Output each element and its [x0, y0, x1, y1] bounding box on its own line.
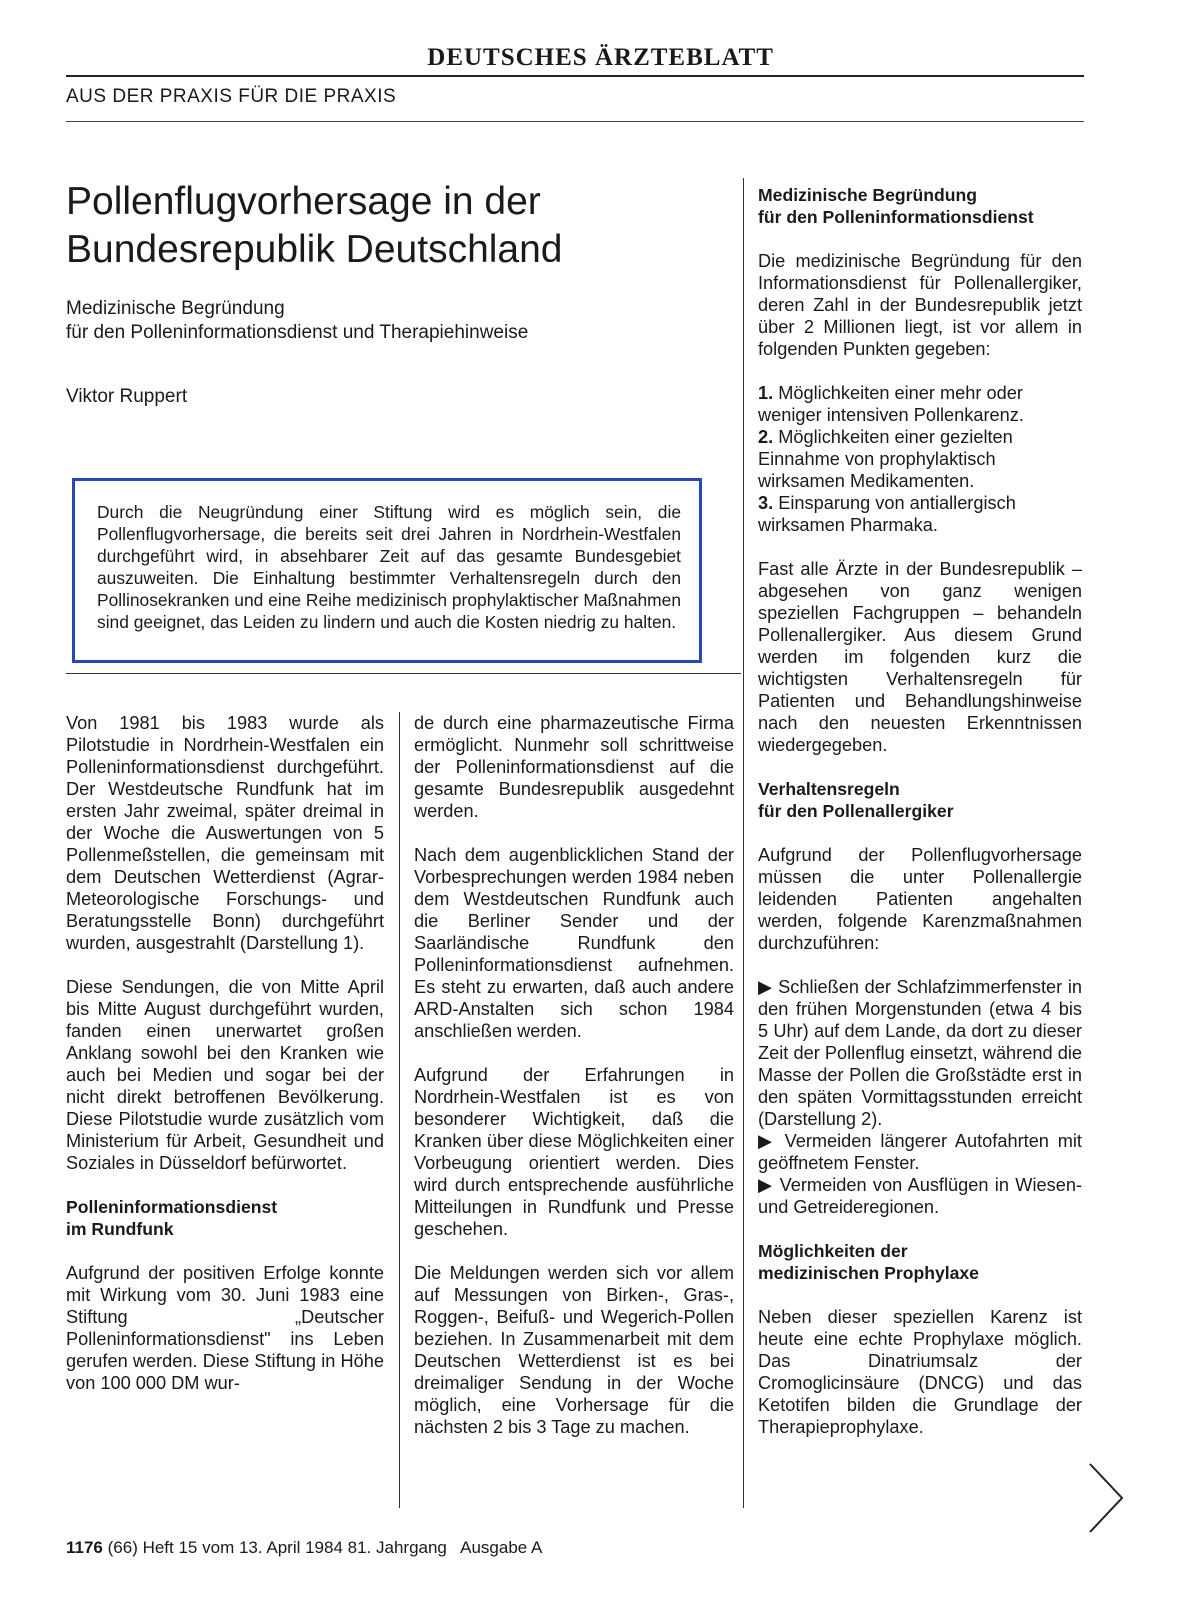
- list-text: Einsparung von antiallergisch wirksamen Pharmaka.: [758, 493, 1016, 535]
- masthead-rule: [66, 75, 1084, 77]
- section-heading: [758, 1240, 1082, 1284]
- heading-line: medizinischen Prophylaxe: [758, 1263, 979, 1283]
- journal-masthead: DEUTSCHES ÄRZTEBLATT: [427, 44, 774, 71]
- section-heading: [758, 778, 1082, 822]
- page-footer: [66, 1538, 542, 1558]
- list-item: [758, 977, 1082, 1129]
- abstract-divider: [66, 673, 741, 674]
- paragraph: Neben dieser speziellen Karenz ist heute eine echte Prophylaxe möglich. Das Dinatriumsalz der Cromoglicinsäure (DNCG) und das Ketotifen bilden die Grundlage der Therapieprophylaxe.: [758, 1307, 1082, 1437]
- heading-line: im Rundfunk: [66, 1219, 174, 1239]
- heading-line: Medizinische Begründung: [758, 185, 977, 205]
- list-text: Möglichkeiten einer gezielten Einnahme von prophylaktisch wirksamen Medikamenten.: [758, 427, 1013, 491]
- paragraph: Die medizinische Begründung für den Informationsdienst für Pollenallergiker, deren Zahl in der Bundesrepublik jetzt über 2 Millionen liegt, ist vor allem in folgenden Punkten gegeben:: [758, 251, 1082, 359]
- column-3: [758, 184, 1082, 1460]
- list-item: [758, 1131, 1082, 1173]
- list-text: Schließen der Schlafzimmerfenster in den frühen Morgenstunden (etwa 4 bis 5 Uhr) auf dem Lande, da dort zu dieser Zeit der Pollenflug einsetzt, während die Masse der Pollen die Großstädte erst in den späten Vormittagsstunden erreicht (Darstellung 2).: [758, 977, 1082, 1129]
- list-text: Vermeiden längerer Autofahrten mit geöffnetem Fenster.: [758, 1131, 1082, 1173]
- article-title: [66, 178, 706, 274]
- author: Viktor Ruppert: [66, 386, 188, 407]
- numbered-list: [758, 382, 1082, 536]
- issue-info: (66) Heft 15 vom 13. April 1984 81. Jahrgang Ausgabe A: [107, 1538, 543, 1557]
- list-number: 3.: [758, 493, 774, 513]
- column-1: [66, 712, 384, 1416]
- section-label: AUS DER PRAXIS FÜR DIE PRAXIS: [66, 86, 397, 107]
- bullet-triangle-icon: ▶: [758, 977, 773, 997]
- column-divider: [743, 178, 744, 1508]
- paragraph: Aufgrund der Pollenflugvorhersage müssen die unter Pollenallergie leidenden Patienten angehalten werden, folgende Karenzmaßnahmen durchzuführen:: [758, 845, 1082, 953]
- bullet-list: [758, 976, 1082, 1218]
- bullet-triangle-icon: ▶: [758, 1131, 776, 1151]
- column-divider: [399, 712, 400, 1508]
- paragraph: Fast alle Ärzte in der Bundesrepublik – abgesehen von ganz wenigen speziellen Fachgruppen – behandeln Pollenallergiker. Aus diesem Grund werden im folgenden kurz die wichtigsten Verhaltensregeln für Patienten und Behandlungshinweise nach den neuesten Erkenntnissen wiedergegeben.: [758, 559, 1082, 755]
- heading-line: Verhaltensregeln: [758, 779, 900, 799]
- subtitle-line: für den Polleninformationsdienst und Therapiehinweise: [66, 322, 529, 343]
- heading-line: für den Polleninformationsdienst: [758, 207, 1034, 227]
- column-2: [414, 712, 734, 1460]
- list-number: 2.: [758, 427, 774, 447]
- section-heading: [66, 1196, 384, 1240]
- abstract-box: Durch die Neugründung einer Stiftung wird es möglich sein, die Pollenflugvorhersage, die bereits seit drei Jahren in Nordrhein-Westfalen durchgeführt wird, in absehbarer Zeit auf das gesamte Bundesgebiet auszuweiten. Die Einhaltung bestimmter Verhaltensregeln durch den Pollinosekranken und eine Reihe medizinisch prophylaktischer Maßnahmen sind geeignet, das Leiden zu lindern und auch die Kosten niedrig zu halten.: [72, 478, 702, 663]
- continue-arrow-icon: [1086, 1462, 1126, 1534]
- subtitle-line: Medizinische Begründung: [66, 298, 285, 319]
- section-heading: [758, 184, 1082, 228]
- article-subtitle: [66, 297, 706, 345]
- heading-line: für den Pollenallergiker: [758, 801, 954, 821]
- paragraph: Die Meldungen werden sich vor allem auf Messungen von Birken-, Gras-, Roggen-, Beifuß- und Wegerich-Pollen beziehen. In Zusammenarbeit mit dem Deutschen Wetterdienst ist es bei dreimaliger Sendung in der Woche möglich, eine Vorhersage für die nächsten 2 bis 3 Tage zu machen.: [414, 1263, 734, 1437]
- title-line: Bundesrepublik Deutschland: [66, 228, 563, 271]
- paragraph: Aufgrund der positiven Erfolge konnte mit Wirkung vom 30. Juni 1983 eine Stiftung „Deutscher Polleninformationsdienst" ins Leben gerufen werden. Diese Stiftung in Höhe von 100 000 DM wur-: [66, 1263, 384, 1393]
- bullet-triangle-icon: ▶: [758, 1175, 774, 1195]
- section-rule: [66, 121, 1084, 122]
- paragraph: Von 1981 bis 1983 wurde als Pilotstudie in Nordrhein-Westfalen ein Polleninformationsdienst durchgeführt. Der Westdeutsche Rundfunk hat im ersten Jahr zweimal, später dreimal in der Woche die Auswertungen von 5 Pollenmeßstellen, die gemeinsam mit dem Deutschen Wetterdienst (Agrar-Meteorologische Forschungs- und Beratungsstelle Bonn) durchgeführt wurden, ausgestrahlt (Darstellung 1).: [66, 713, 384, 953]
- paragraph: Diese Sendungen, die von Mitte April bis Mitte August durchgeführt wurden, fanden einen unerwartet großen Anklang sowohl bei den Kranken wie auch bei Medien und sogar bei der nicht direkt betroffenen Bevölkerung. Diese Pilotstudie wurde zusätzlich vom Ministerium für Arbeit, Gesundheit und Soziales in Düsseldorf befürwortet.: [66, 977, 384, 1173]
- list-text: Möglichkeiten einer mehr oder weniger intensiven Pollenkarenz.: [758, 383, 1024, 425]
- heading-line: Möglichkeiten der: [758, 1241, 908, 1261]
- list-item: [758, 383, 1024, 425]
- page-number: 1176: [66, 1538, 103, 1557]
- paragraph: Nach dem augenblicklichen Stand der Vorbesprechungen werden 1984 neben dem Westdeutschen Rundfunk auch die Berliner Sender und der Saarländische Rundfunk den Polleninformationsdienst aufnehmen. Es steht zu erwarten, daß auch andere ARD-Anstalten sich schon 1984 anschließen werden.: [414, 845, 734, 1041]
- paragraph: Aufgrund der Erfahrungen in Nordrhein-Westfalen ist es von besonderer Wichtigkeit, daß die Kranken über diese Möglichkeiten einer Vorbeugung orientiert werden. Dies wird durch entsprechende ausführliche Mitteilungen in Rundfunk und Presse geschehen.: [414, 1065, 734, 1239]
- list-text: Vermeiden von Ausflügen in Wiesen- und Getreideregionen.: [758, 1175, 1082, 1217]
- paragraph: de durch eine pharmazeutische Firma ermöglicht. Nunmehr soll schrittweise der Polleninformationsdienst auf die gesamte Bundesrepublik ausgedehnt werden.: [414, 713, 734, 821]
- list-item: [758, 427, 1013, 491]
- list-item: [758, 1175, 1082, 1217]
- heading-line: Polleninformationsdienst: [66, 1197, 278, 1217]
- list-number: 1.: [758, 383, 774, 403]
- title-line: Pollenflugvorhersage in der: [66, 180, 541, 223]
- list-item: [758, 493, 1016, 535]
